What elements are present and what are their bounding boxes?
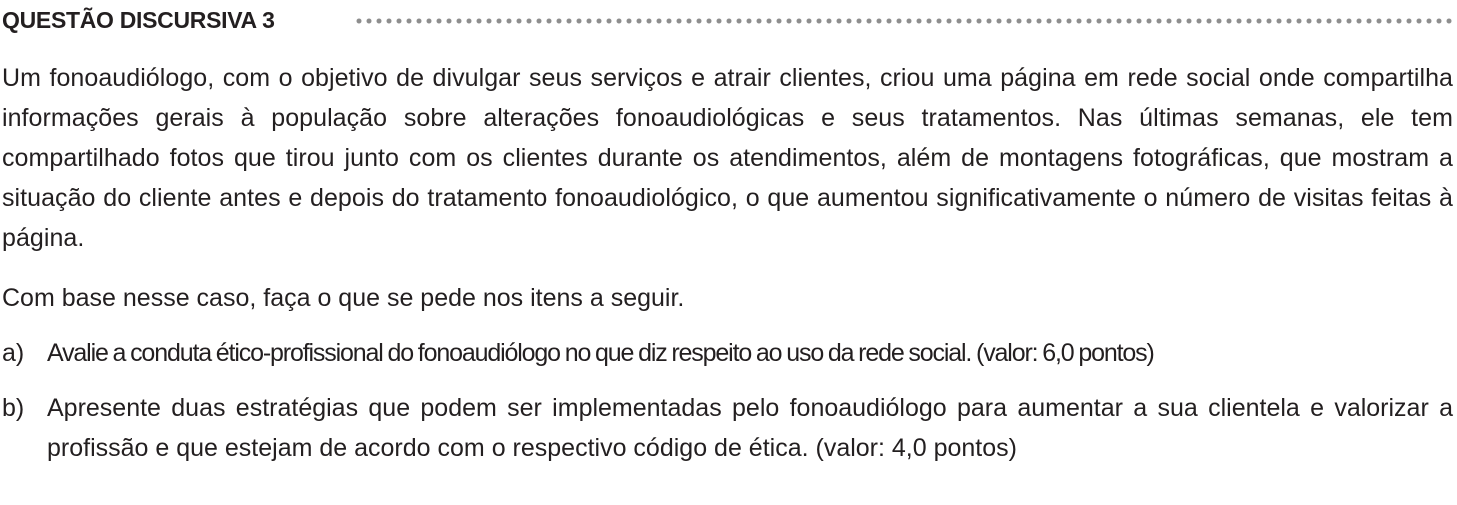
- question-item-b: [2, 388, 1453, 468]
- dotted-divider: [356, 18, 1453, 24]
- question-header: [2, 0, 1453, 42]
- question-item-a: [2, 333, 1453, 373]
- instruction-text: Com base nesse caso, faça o que se pede nos itens a seguir.: [2, 284, 685, 312]
- item-text: Avalie a conduta ético-profissional do fonoaudiólogo no que diz respeito ao uso da rede social. (valor: 6,0 pontos): [47, 339, 1154, 367]
- item-text: Apresente duas estratégias que podem ser implementadas pelo fonoaudiólogo para aumentar a sua clientela e valorizar a profissão e que estejam de acordo com o respectivo código de ética. (valor: 4,0 pontos): [47, 394, 1453, 462]
- case-paragraph: Um fonoaudiólogo, com o objetivo de divulgar seus serviços e atrair clientes, criou uma página em rede social onde compartilha informações gerais à população sobre alterações fonoaudiológicas e seus tratamentos. Nas últimas semanas, ele tem compartilhado fotos que tirou junto com os clientes durante os atendimentos, além de montagens fotográficas, que mostram a situação do cliente antes e depois do tratamento fonoaudiológico, o que aumentou significativamente o número de visitas feitas à página.: [2, 64, 1453, 252]
- item-label: b): [2, 394, 25, 422]
- question-page: [2, 0, 1453, 462]
- item-label: a): [2, 339, 25, 367]
- question-title: QUESTÃO DISCURSIVA 3: [2, 7, 275, 33]
